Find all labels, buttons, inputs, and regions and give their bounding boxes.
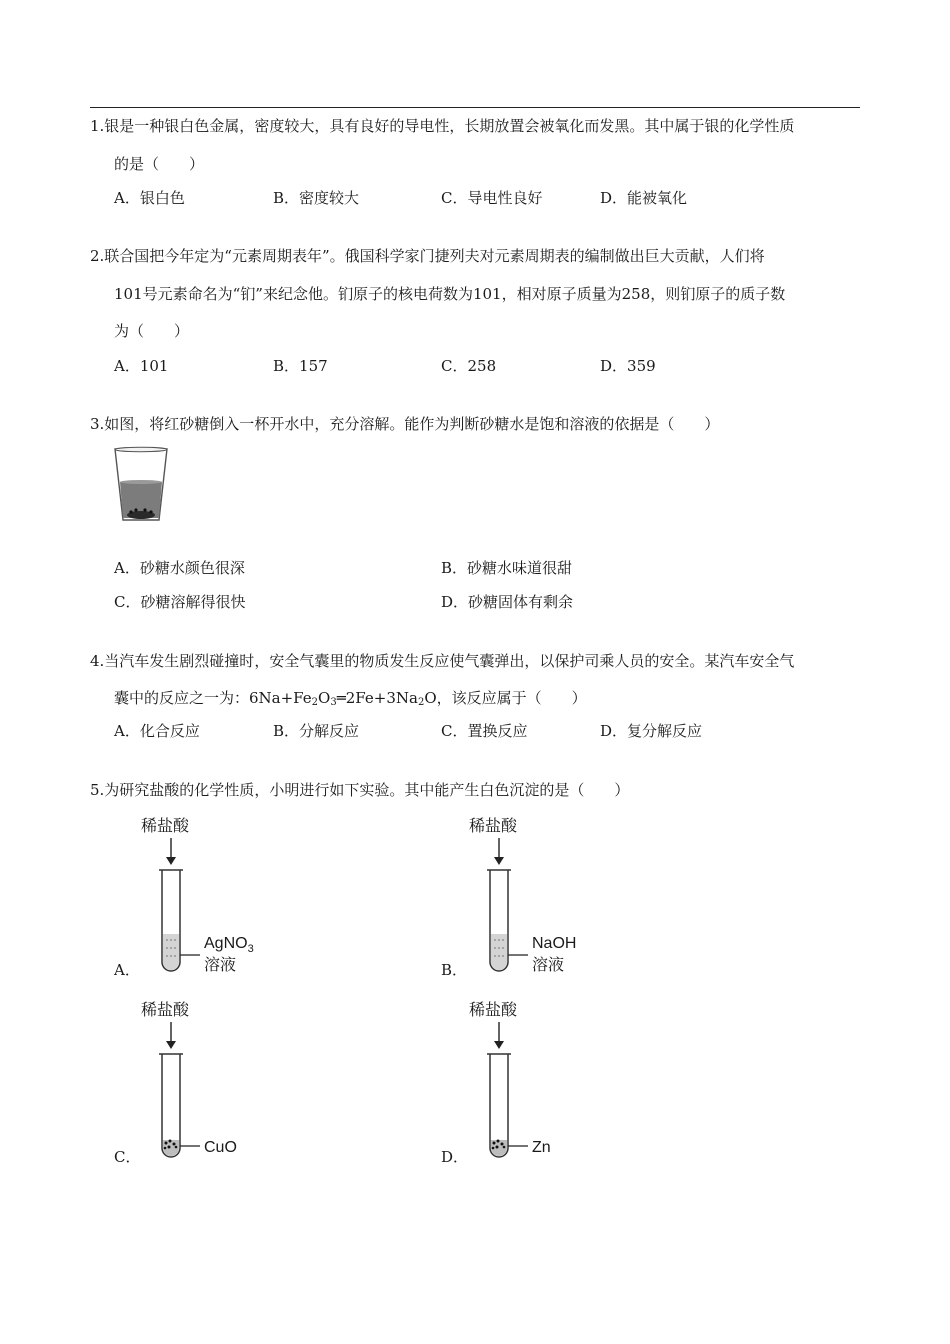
q4-option-a[interactable]: A．化合反应 bbox=[114, 722, 200, 740]
header-rule bbox=[90, 107, 860, 108]
chem-label-b-2: 溶液 bbox=[532, 955, 565, 974]
q1-option-d[interactable]: D．能被氧化 bbox=[600, 189, 688, 207]
q5-figure-d-test-tube bbox=[464, 996, 594, 1164]
q4-formula-part-1: 囊中的反应之一为：6Na+Fe bbox=[114, 689, 312, 707]
q2-option-a[interactable]: A．101 bbox=[114, 357, 169, 375]
q1-option-a[interactable]: A．银白色 bbox=[114, 189, 185, 207]
q4-formula-part-4: O，该反应属于（ ） bbox=[424, 689, 587, 707]
q2-stem-line-2: 101号元素命名为“钔”来纪念他。钔原子的核电荷数为101，相对原子质量为258，则钔原子的质子数 bbox=[114, 285, 786, 303]
chem-sub-a: 3 bbox=[247, 943, 254, 955]
chem-label-d: Zn bbox=[532, 1139, 551, 1156]
reagent-label-d: 稀盐酸 bbox=[469, 1000, 518, 1019]
q4-formula-sub-2: 3 bbox=[330, 697, 337, 708]
q4-stem-line-1: 4.当汽车发生剧烈碰撞时，安全气囊里的物质发生反应使气囊弹出，以保护司乘人员的安全。某汽车安全气 bbox=[90, 652, 795, 670]
q1-option-c[interactable]: C．导电性良好 bbox=[441, 189, 543, 207]
q2-option-c[interactable]: C．258 bbox=[441, 357, 497, 375]
q4-option-d[interactable]: D．复分解反应 bbox=[600, 722, 703, 740]
q3-option-b[interactable]: B．砂糖水味道很甜 bbox=[441, 559, 573, 577]
svg-text:AgNO3 bbox=[204, 935, 254, 955]
reagent-label-a: 稀盐酸 bbox=[141, 816, 190, 835]
q3-stem-line-1: 3.如图，将红砂糖倒入一杯开水中，充分溶解。能作为判断砂糖水是饱和溶液的依据是（ ） bbox=[90, 415, 720, 433]
chem-label-b: NaOH bbox=[532, 935, 577, 952]
sugar-water-glass-figure bbox=[112, 446, 170, 524]
q4-stem-line-2 bbox=[114, 688, 587, 713]
chem-label-c: CuO bbox=[204, 1139, 237, 1156]
q5-figure-a-test-tube bbox=[136, 812, 266, 980]
q5-option-a[interactable]: A． bbox=[114, 961, 140, 979]
q2-stem-line-3: 为（ ） bbox=[114, 322, 190, 340]
q2-option-b[interactable]: B．157 bbox=[273, 357, 328, 375]
q1-stem-line-1: 1.银是一种银白色金属，密度较大，具有良好的导电性，长期放置会被氧化而发黑。其中属于银的化学性质 bbox=[90, 117, 795, 135]
q4-formula-sub-3: 2 bbox=[417, 697, 425, 708]
q5-stem-line-1: 5.为研究盐酸的化学性质，小明进行如下实验。其中能产生白色沉淀的是（ ） bbox=[90, 781, 630, 799]
q3-option-c[interactable]: C．砂糖溶解得很快 bbox=[114, 593, 246, 611]
q4-option-b[interactable]: B．分解反应 bbox=[273, 722, 360, 740]
reagent-label-b: 稀盐酸 bbox=[469, 816, 518, 835]
q5-option-b[interactable]: B． bbox=[441, 961, 468, 979]
q4-formula-sub-1: 2 bbox=[311, 697, 319, 708]
reagent-label-c: 稀盐酸 bbox=[141, 1000, 190, 1019]
q1-stem-line-2: 的是（ ） bbox=[114, 155, 205, 173]
chem-label-a: AgNO bbox=[204, 935, 248, 952]
q1-option-b[interactable]: B．密度较大 bbox=[273, 189, 360, 207]
q4-formula-part-3: ═2Fe+3Na bbox=[336, 689, 418, 707]
q4-option-c[interactable]: C．置换反应 bbox=[441, 722, 528, 740]
q3-option-a[interactable]: A．砂糖水颜色很深 bbox=[114, 559, 245, 577]
q5-option-c[interactable]: C． bbox=[114, 1148, 141, 1166]
q2-option-d[interactable]: D．359 bbox=[600, 357, 656, 375]
q3-option-d[interactable]: D．砂糖固体有剩余 bbox=[441, 593, 574, 611]
q4-formula-part-2: O bbox=[318, 689, 331, 707]
q2-stem-line-1: 2.联合国把今年定为“元素周期表年”。俄国科学家门捷列夫对元素周期表的编制做出巨大贡献，人们将 bbox=[90, 247, 765, 265]
chem-label-a-2: 溶液 bbox=[204, 955, 237, 974]
q5-figure-c-test-tube bbox=[136, 996, 266, 1164]
q5-figure-b-test-tube bbox=[464, 812, 594, 980]
q5-option-d[interactable]: D． bbox=[441, 1148, 469, 1166]
